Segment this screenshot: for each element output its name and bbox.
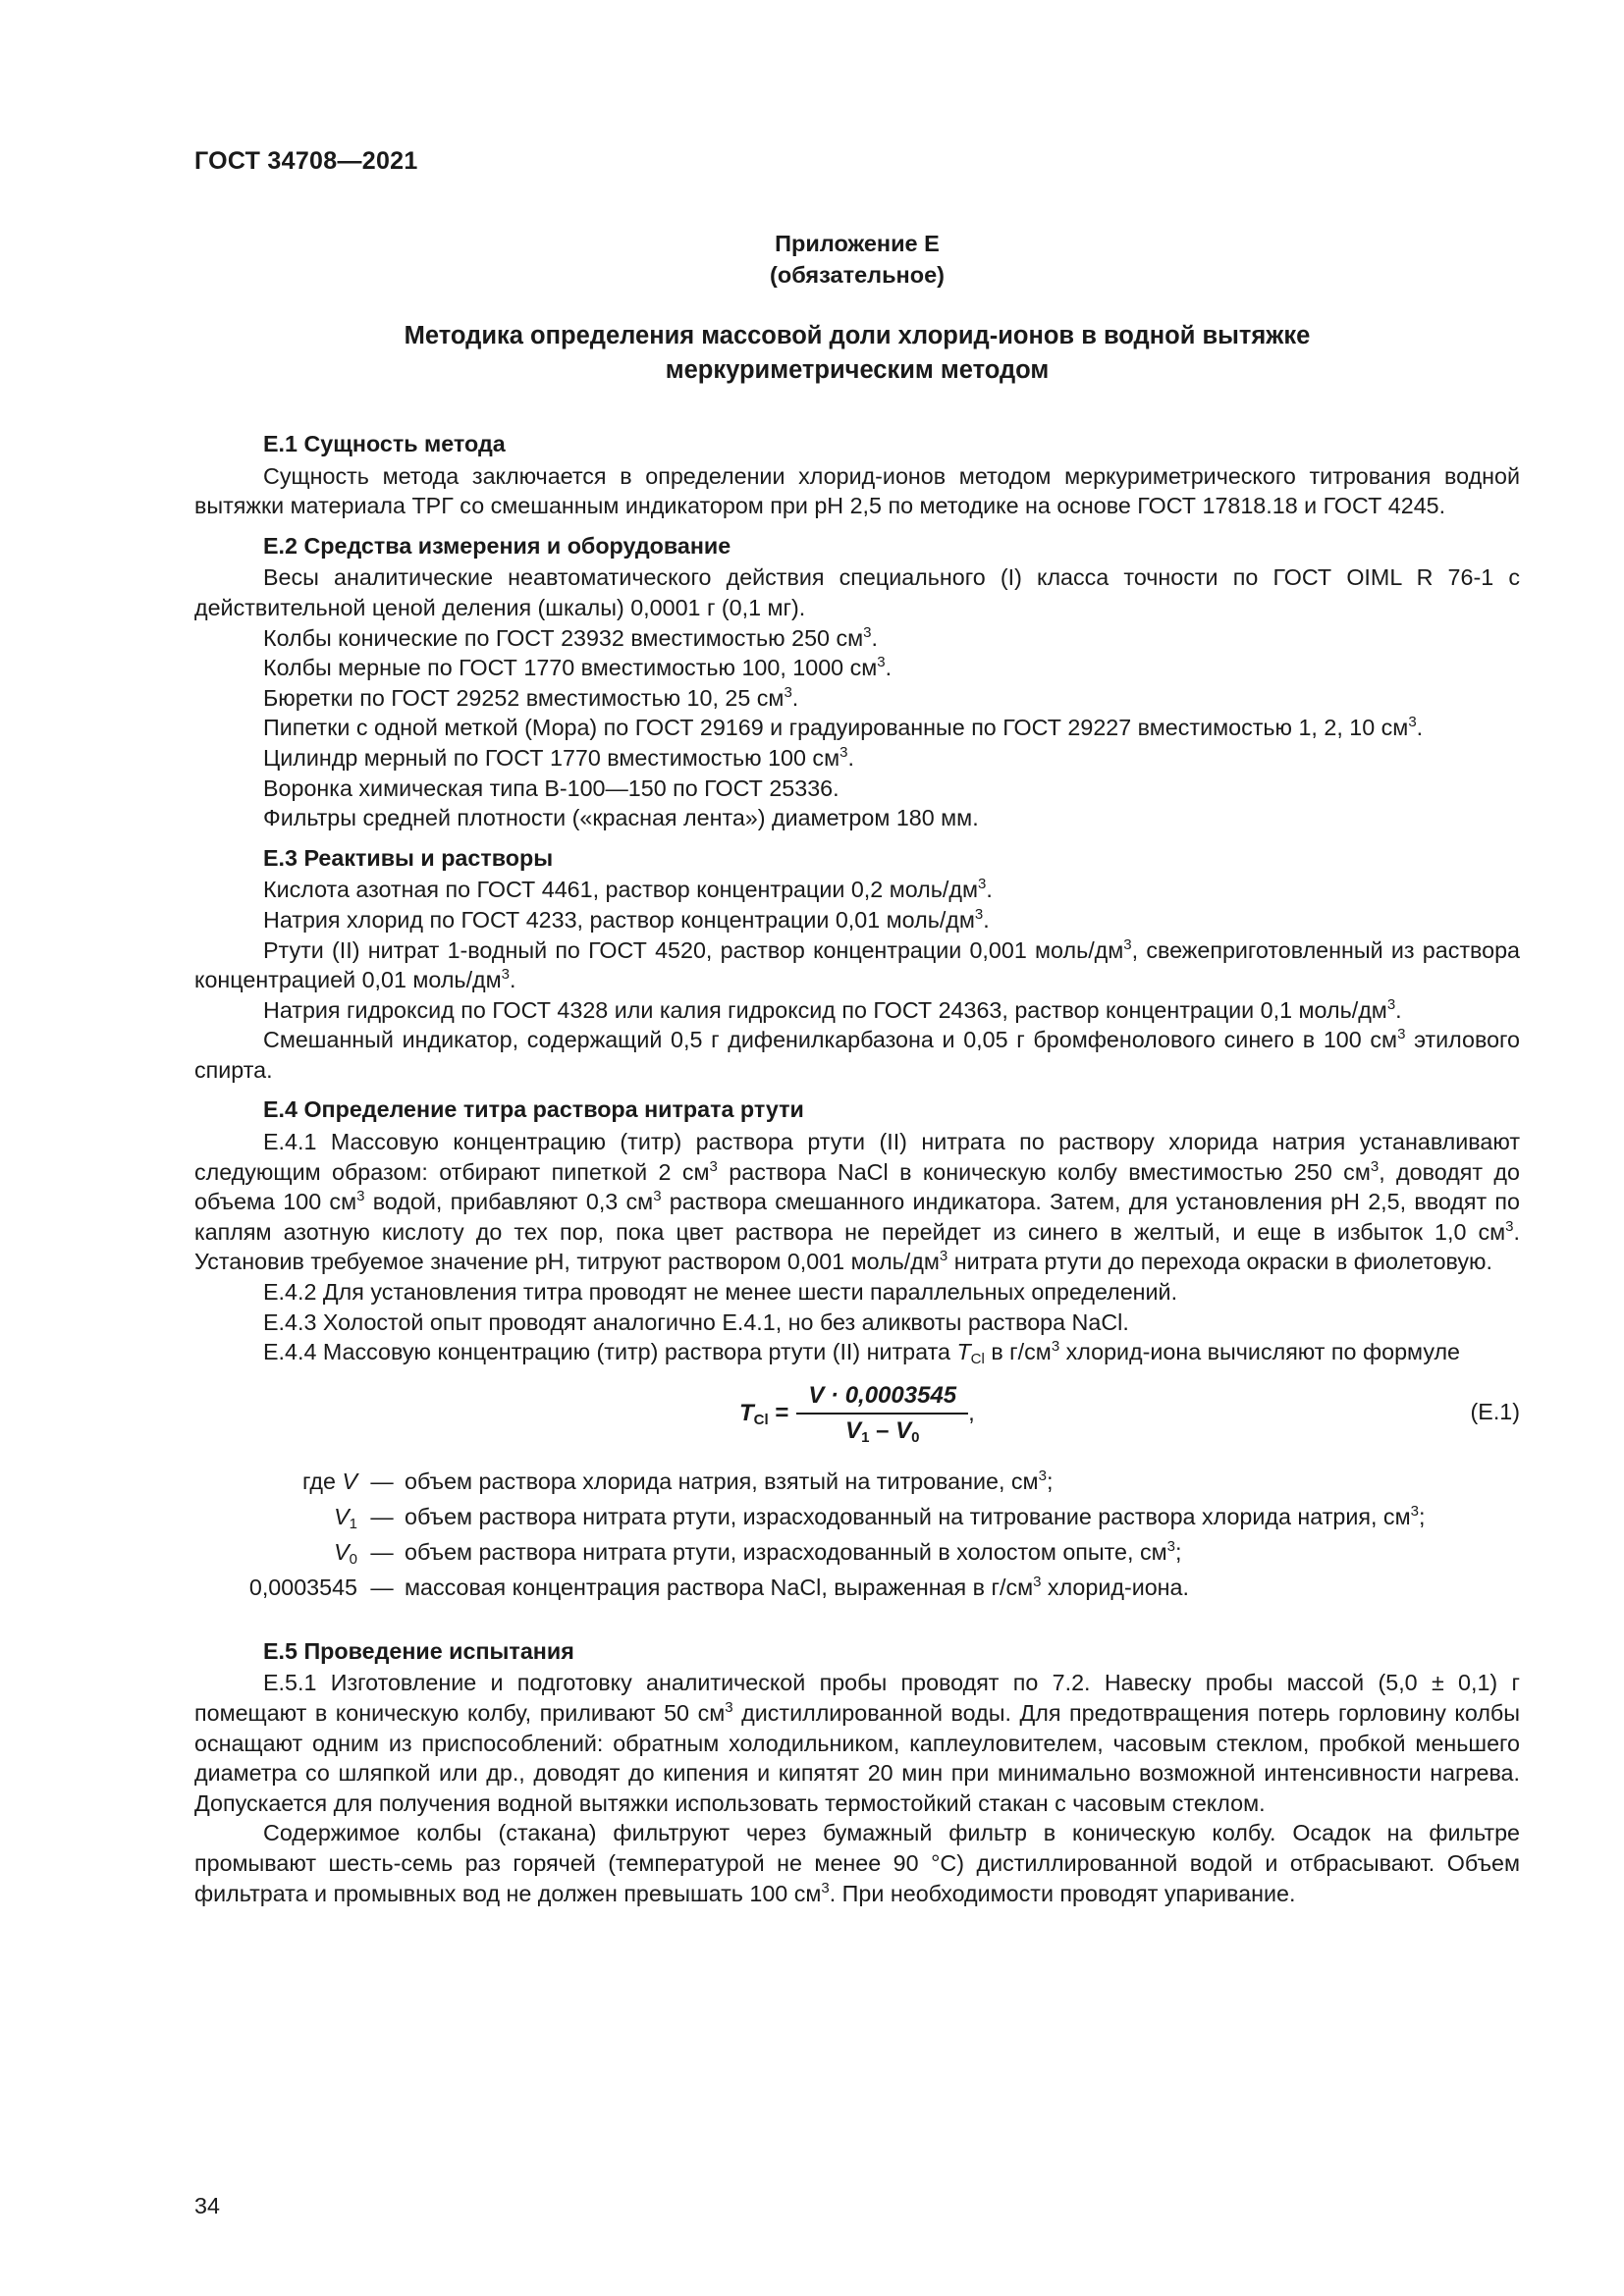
legend-row-v0: $V_0$ — объем раствора нитрата ртути, израсходованный в холостом опыте, $см^3$; (334, 1538, 1182, 1569)
legend-row-v: где V — объем раствора хлорида натрия, взятый на титрование, $см^3$; (301, 1468, 1054, 1495)
document-code: ГОСТ 34708—2021 (194, 147, 418, 175)
e2-item-funnel: Воронка химическая типа В-100—150 по ГОСТ 25336. (263, 774, 839, 801)
method-title (194, 319, 1520, 388)
formula-numerator: V · 0,0003545 (796, 1381, 968, 1415)
e2-item-flasks-conical: Колбы конические по ГОСТ 23932 вместимостью 250 $см^3$. (263, 623, 878, 651)
section-heading-e5: Е.5 Проведение испытания (263, 1637, 574, 1664)
annex-status: (обязательное) (770, 262, 945, 288)
annex-title: Приложение Е (775, 231, 940, 256)
e2-item-cylinder: Цилиндр мерный по ГОСТ 1770 вместимостью 100 $см^3$. (263, 743, 854, 771)
e2-item-pipettes: Пипетки с одной меткой (Мора) по ГОСТ 29169 и градуированные по ГОСТ 29227 вместимостью 1, 2, 10 $см^3$. (263, 714, 1424, 741)
method-title-line1: Методика определения массовой доли хлорид-ионов в водной вытяжке (404, 322, 1311, 349)
e2-item-filters: Фильтры средней плотности («красная лента») диаметром 180 мм. (263, 805, 979, 831)
e3-item-nitric-acid: Кислота азотная по ГОСТ 4461, раствор концентрации 0,2 моль/$дм^3$. (263, 876, 993, 903)
annex-heading (194, 228, 1520, 291)
e2-item-flasks-volumetric: Колбы мерные по ГОСТ 1770 вместимостью 100, 1000 $см^3$. (263, 654, 893, 681)
legend-row-constant: 0,0003545 — массовая концентрация раствора NaCl, выраженная в $г/см^3$ хлорид-иона. (248, 1574, 1189, 1601)
e4-4-paragraph: Е.4.4 Массовую концентрацию (титр) раствора ртути (II) нитрата $T_{Cl}$ в $г/см^3$ хлорид-иона вычисляют по формуле (263, 1338, 1460, 1368)
legend-row-v1: $V_1$ — объем раствора нитрата ртути, израсходованный на титрование раствора хлорида натрия, $см^3$; (334, 1503, 1426, 1533)
e3-item-indicator: Смешанный индикатор, содержащий 0,5 г дифенилкарбазона и 0,05 г бромфенолового синего в 100 $см^3$ этилового спирта. (194, 1026, 1520, 1083)
formula-e1 (194, 1367, 1520, 1462)
e5-filtration-paragraph: Содержимое колбы (стакана) фильтруют через бумажный фильтр в коническую колбу. Осадок на фильтре промывают шесть-семь раз горячей (температурой не менее 90 °С) дистиллированной водой и отбрасывают. Объем фильтрата и промывных вод не должен превышать 100 $см^3$. При необходимости проводят упаривание. (194, 1820, 1520, 1906)
page-number: 34 (194, 2193, 220, 2218)
section-heading-e4: Е.4 Определение титра раствора нитрата ртути (263, 1096, 804, 1123)
section-heading-e3: Е.3 Реактивы и растворы (263, 844, 554, 871)
e4-1-paragraph: Е.4.1 Массовую концентрацию (титр) раствора ртути (II) нитрата по раствору хлорида натрия устанавливают следующим образом: отбирают пипеткой 2 $см^3$ раствора NaCl в коническую колбу вместимостью 250 $см^3$, доводят до объема 100 $см^3$ водой, прибавляют 0,3 $см^3$ раствора смешанного индикатора. Затем, для установления рН 2,5, вводят по каплям азотную кислоту до тех пор, пока цвет раствора не перейдет из синего в желтый, и еще в избыток 1,0 $см^3$. Установив требуемое значение рН, титруют раствором 0,001 моль/$дм^3$ нитрата ртути до перехода окраски в фиолетовую. (194, 1129, 1520, 1275)
e1-paragraph: Сущность метода заключается в определении хлорид-ионов методом меркуриметрического титрования водной вытяжки материала ТРГ со смешанным индикатором при рН 2,5 по методике на основе ГОСТ 17818.18 и ГОСТ 4245. (194, 462, 1520, 519)
formula-denominator: $V_1 - V_0$ (845, 1417, 920, 1447)
e5-1-paragraph: Е.5.1 Изготовление и подготовку аналитической пробы проводят по 7.2. Навеску пробы массой (5,0 ± 0,1) г помещают в коническую колбу, приливают 50 $см^3$ дистиллированной воды. Для предотвращения потерь горловину колбы оснащают одним из приспособлений: обратным холодильником, каплеуловителем, часовым стеклом, пробкой меньшего диаметра со шляпкой или др., доводят до кипения и кипятят 20 мин при минимально возможной интенсивности нагрева. Допускается для получения водной вытяжки использовать термостойкий стакан с часовым стеклом. (194, 1670, 1520, 1816)
e4-3-paragraph: Е.4.3 Холостой опыт проводят аналогично Е.4.1, но без аликвоты раствора NaCl. (263, 1308, 1129, 1335)
e3-item-sodium-chloride: Натрия хлорид по ГОСТ 4233, раствор концентрации 0,01 моль/$дм^3$. (263, 905, 990, 933)
formula-number: (Е.1) (1470, 1398, 1520, 1424)
formula-lhs: $T_{Cl}$ = (739, 1400, 789, 1429)
section-heading-e2: Е.2 Средства измерения и оборудование (263, 532, 731, 559)
e2-item-burettes: Бюретки по ГОСТ 29252 вместимостью 10, 25 $см^3$. (263, 683, 799, 711)
e3-item-hydroxide: Натрия гидроксид по ГОСТ 4328 или калия гидроксид по ГОСТ 24363, раствор концентрации 0,1 моль/$дм^3$. (263, 995, 1402, 1023)
section-heading-e1: Е.1 Сущность метода (263, 431, 506, 456)
e2-paragraph-scales: Весы аналитические неавтоматического действия специального (I) класса точности по ГОСТ OIML R 76-1 с действительной ценой деления (шкалы) 0,0001 г (0,1 мг). (194, 564, 1520, 620)
method-title-line2: меркуриметрическим методом (665, 356, 1050, 384)
e3-item-mercury-nitrate: Ртути (II) нитрат 1-водный по ГОСТ 4520, раствор концентрации 0,001 моль/$дм^3$, свежеприготовленный из раствора концентрацией 0,01 моль/$дм^3$. (194, 935, 1520, 993)
formula-expression: $T_{Cl}$ = $\frac{V \cdot 0,0003545}{V_1 - V_0}$ , (739, 1381, 975, 1447)
document-body (194, 429, 1520, 1908)
e4-2-paragraph: Е.4.2 Для установления титра проводят не менее шести параллельных определений. (263, 1279, 1178, 1306)
formula-legend (194, 1462, 1520, 1603)
formula-fraction (796, 1381, 968, 1447)
